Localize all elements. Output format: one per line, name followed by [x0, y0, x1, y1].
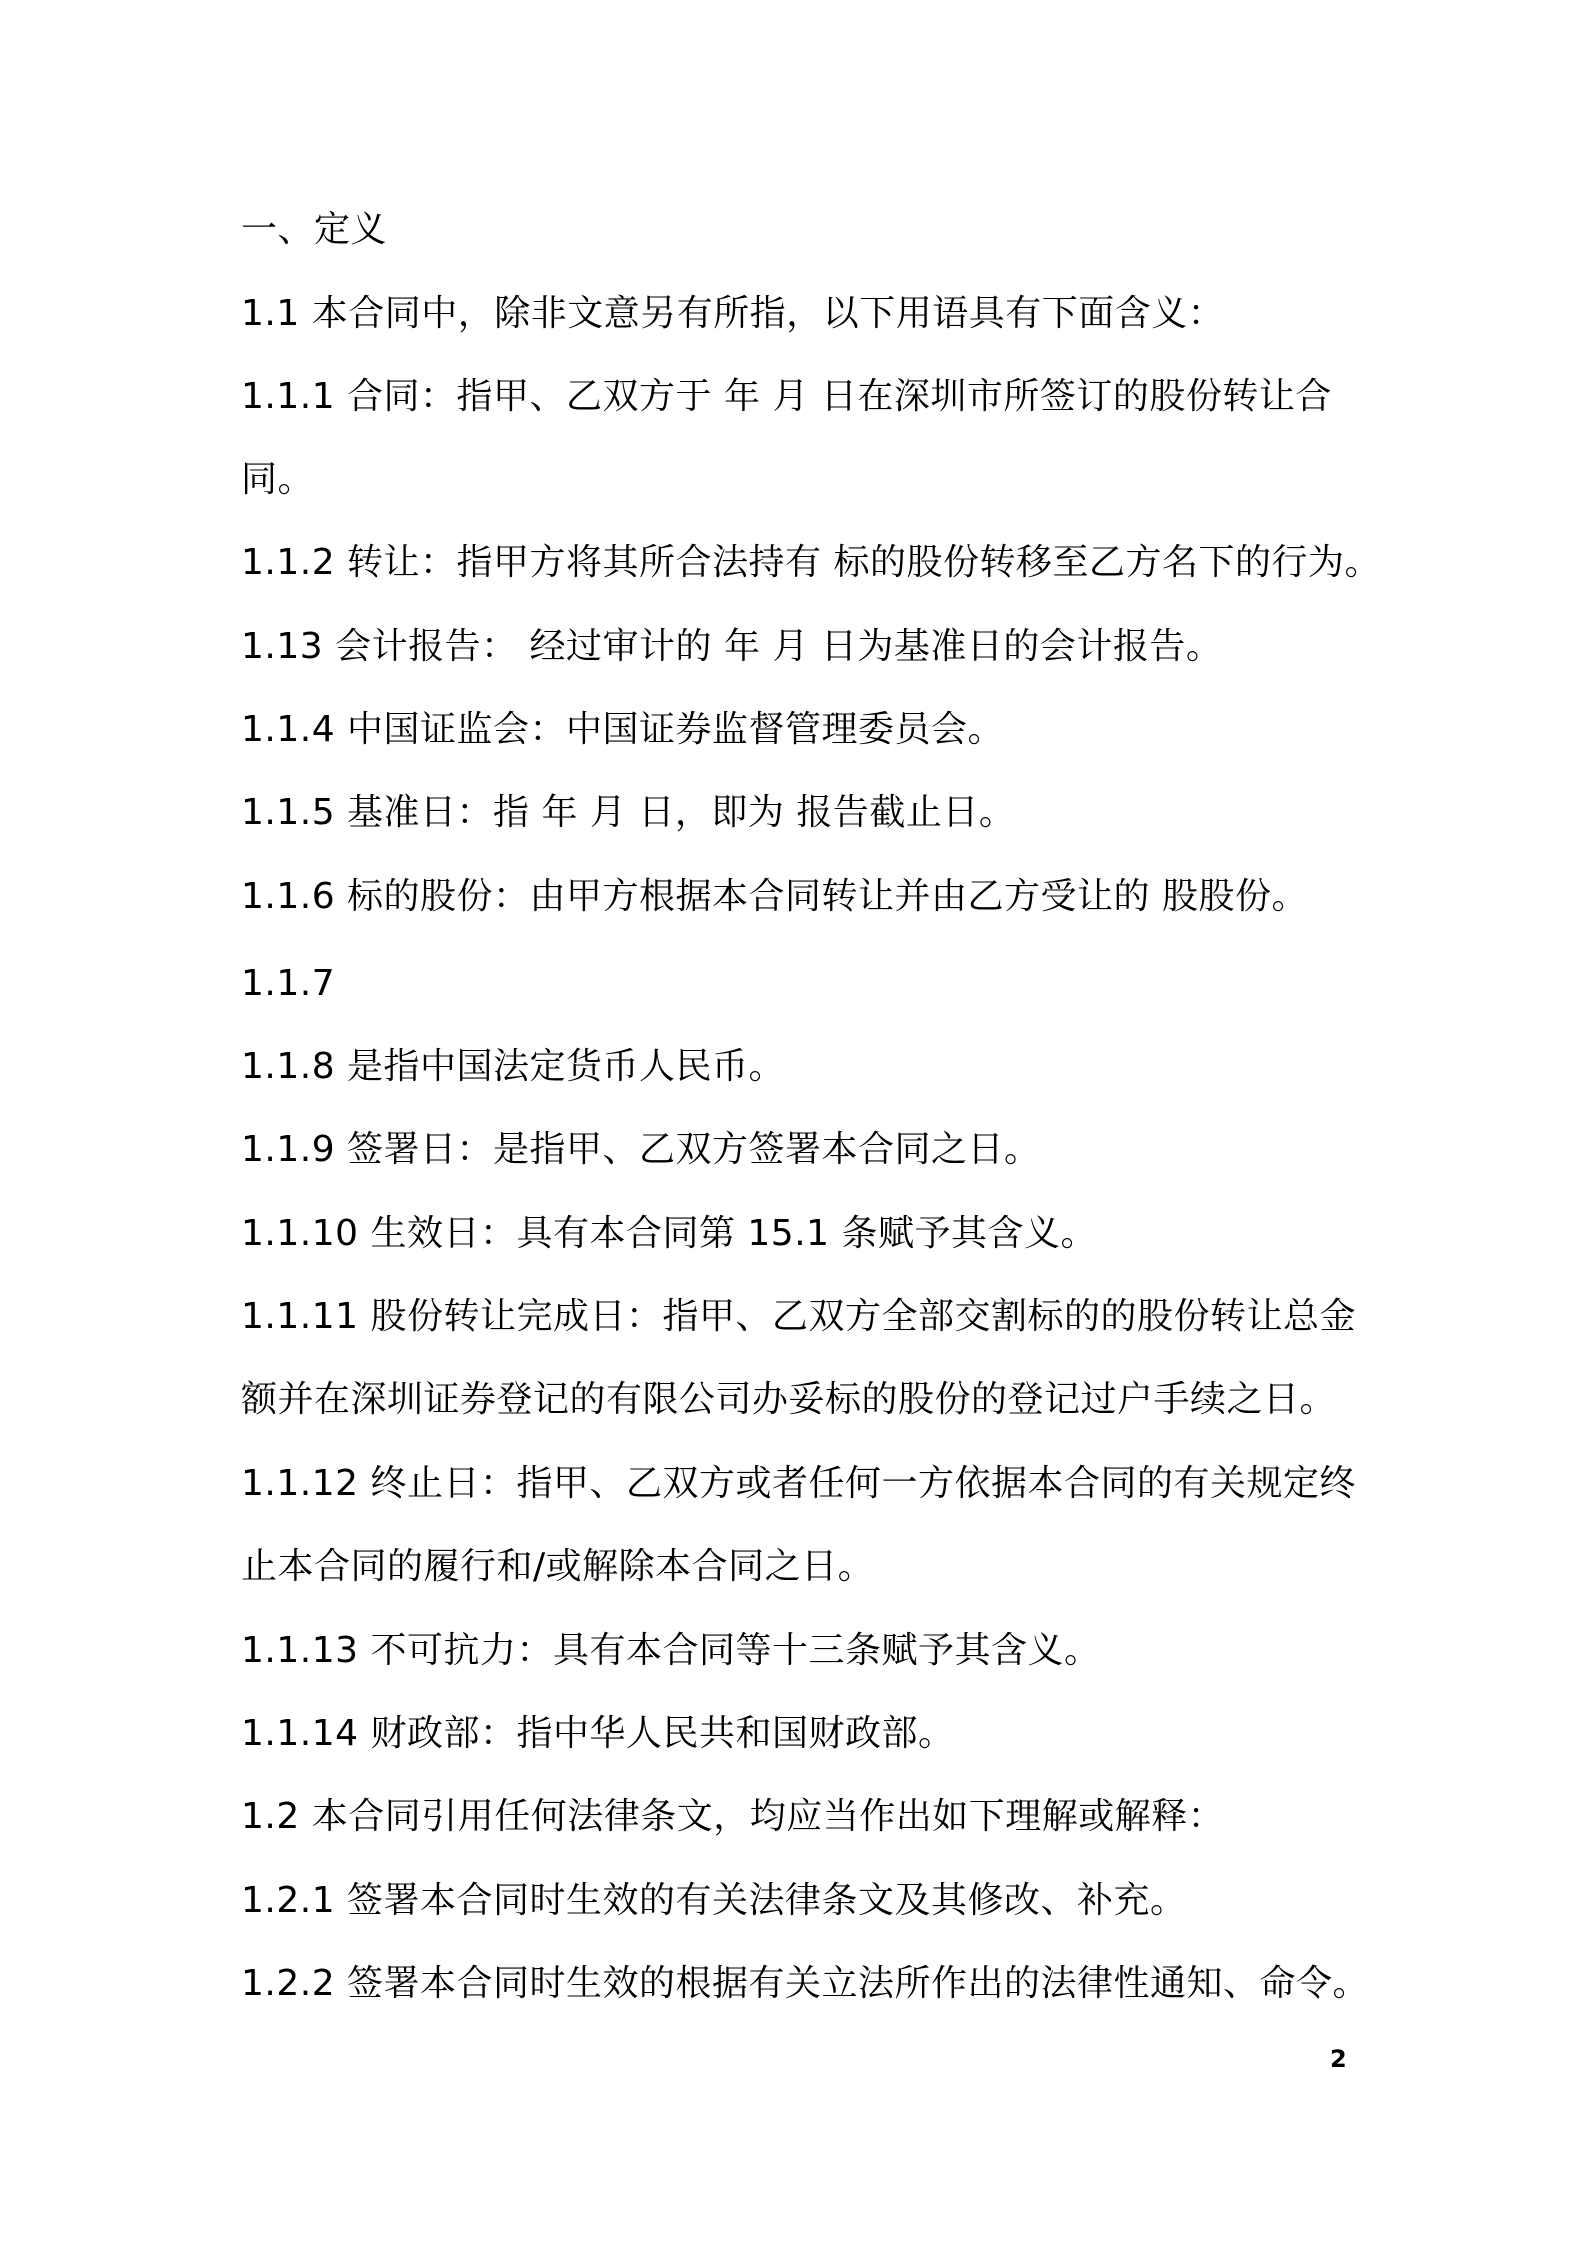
clause-1-2-2: 1.2.2 签署本合同时生效的根据有关立法所作出的法律性通知、命令。 [241, 1963, 1370, 2004]
clause-1-2: 1.2 本合同引用任何法律条文，均应当作出如下理解或解释： [241, 1796, 1225, 1837]
clause-1-1: 1.1 本合同中，除非文意另有所指，以下用语具有下面含义： [241, 293, 1225, 334]
clause-1-1-11-continued: 额并在深圳证券登记的有限公司办妥标的股份的登记过户手续之日。 [241, 1379, 1337, 1420]
clause-1-1-1: 1.1.1 合同：指甲、乙双方于 年 月 日在深圳市所签订的股份转让合 [241, 376, 1332, 417]
section-heading: 一、定义 [241, 209, 388, 250]
clause-1-1-8: 1.1.8 是指中国法定货币人民币。 [241, 1046, 786, 1087]
clause-1-1-6: 1.1.6 标的股份：由甲方根据本合同转让并由乙方受让的 股股份。 [241, 876, 1308, 917]
clause-1-1-9: 1.1.9 签署日：是指甲、乙双方签署本合同之日。 [241, 1129, 1041, 1170]
clause-1-1-3: 1.13 会计报告： 经过审计的 年 月 日为基准日的会计报告。 [241, 626, 1223, 667]
clause-1-2-1: 1.2.1 签署本合同时生效的有关法律条文及其修改、补充。 [241, 1880, 1187, 1921]
clause-1-1-11: 1.1.11 股份转让完成日：指甲、乙双方全部交割标的的股份转让总金 [241, 1296, 1356, 1337]
clause-1-1-12-continued: 止本合同的履行和/或解除本合同之日。 [241, 1546, 875, 1587]
clause-1-1-14: 1.1.14 财政部：指中华人民共和国财政部。 [241, 1713, 955, 1754]
clause-1-1-5: 1.1.5 基准日：指 年 月 日，即为 报告截止日。 [241, 792, 1016, 833]
clause-1-1-13: 1.1.13 不可抗力：具有本合同等十三条赋予其含义。 [241, 1630, 1101, 1671]
clause-1-1-10: 1.1.10 生效日：具有本合同第 15.1 条赋予其含义。 [241, 1213, 1097, 1254]
clause-1-1-2: 1.1.2 转让：指甲方将其所合法持有 标的股份转移至乙方名下的行为。 [241, 542, 1381, 583]
clause-1-1-12: 1.1.12 终止日：指甲、乙双方或者任何一方依据本合同的有关规定终 [241, 1463, 1356, 1504]
clause-1-1-7: 1.1.7 [241, 963, 336, 1004]
page-number: 2 [1330, 2045, 1347, 2073]
clause-1-1-1-continued: 同。 [241, 459, 315, 500]
clause-1-1-4: 1.1.4 中国证监会：中国证券监督管理委员会。 [241, 709, 1005, 750]
